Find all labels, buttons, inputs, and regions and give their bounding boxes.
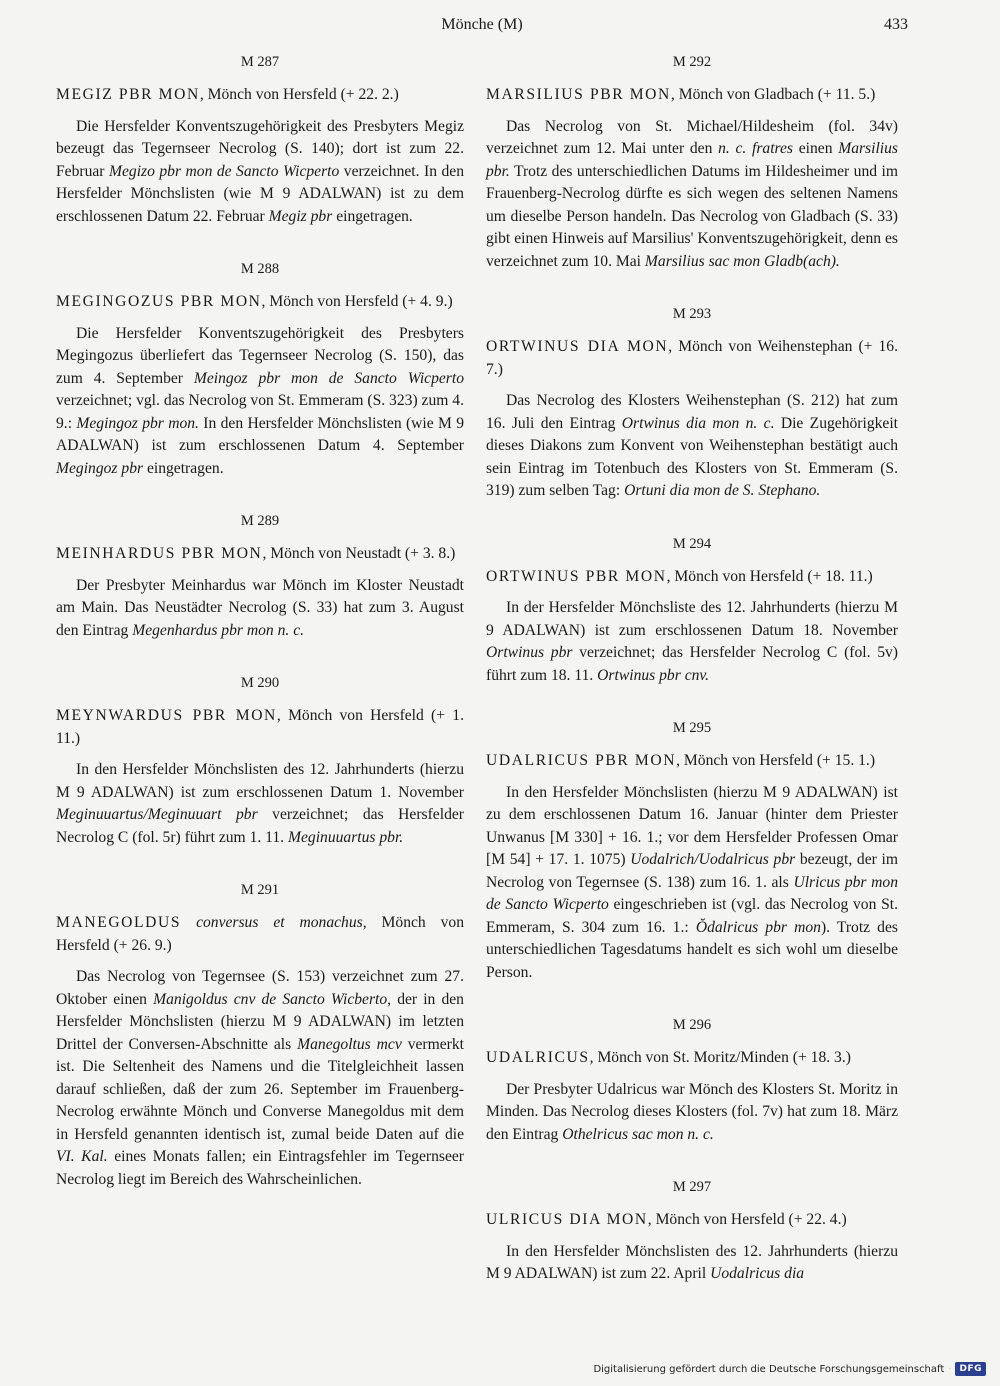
entry-heading xyxy=(486,566,898,589)
text-run: verzeichnet; das Hersfelder Necrolog C (fol. 5v) führt zum 18. 11. xyxy=(486,644,899,684)
entry-name: ORTWINUS PBR MON xyxy=(486,567,667,585)
entry-name: ULRICUS DIA MON xyxy=(486,1211,648,1228)
text-run: In den Hersfelder Mönchslisten (hierzu M 9 ADALWAN) ist zu dem erschlossenen Datum 16. Januar (hinter dem Priester Unwanus [M 330] + 16. 1.; vor dem Hersfelder Professen Omar [M 54] + 17. 1. 1075) xyxy=(486,783,898,868)
entry-number: M 294 xyxy=(672,535,712,552)
footer xyxy=(593,1360,986,1378)
text-run: , Mönch von Gladbach (+ 11. 5.) xyxy=(670,86,876,103)
entry-heading xyxy=(56,291,464,314)
entry-name: MEINHARDUS PBR MON xyxy=(56,545,263,562)
entry-body xyxy=(486,1079,898,1147)
entry xyxy=(486,52,898,273)
entry-body xyxy=(486,116,898,274)
entry-heading xyxy=(56,705,464,750)
page-header xyxy=(56,16,908,40)
text-run: bezeugt, der im Necrolog von Tegernsee (S. 138) zum 16. 1. als xyxy=(486,851,898,891)
text-run: vermerkt ist. Die Seltenheit des Namens und die Titelgleichheit lassen darauf schließen, daß der zum 26. September im Frauenberg-Necrolog erwähnte Mönch und Converse Manegoldus mit dem in Hersfeld genannten identisch ist, zumal beide Daten auf die xyxy=(56,1035,464,1143)
entry xyxy=(56,259,464,480)
text-run: In den Hersfelder Mönchslisten des 12. Jahrhunderts (hierzu M 9 ADALWAN) ist zum 22. April xyxy=(486,1242,898,1282)
right-column xyxy=(486,52,898,1317)
entry-heading xyxy=(56,543,464,566)
text-run: eingetragen. xyxy=(143,459,224,477)
italic-citation: Ulricus pbr mon de Sancto Wicperto xyxy=(486,873,898,913)
footer-credit: Digitalisierung gefördert durch die Deutsche Forschungsgemeinschaft xyxy=(593,1363,945,1375)
entry-body xyxy=(56,116,464,229)
entry-name: UDALRICUS PBR MON xyxy=(486,752,677,769)
italic-citation: Megingoz pbr mon. xyxy=(76,414,199,432)
entry-name: MANEGOLDUS xyxy=(56,914,182,931)
entry-name: UDALRICUS xyxy=(486,1049,590,1066)
text-run: , Mönch von Hersfeld (+ 18. 11.) xyxy=(666,567,873,585)
entry-heading xyxy=(56,84,464,107)
entry xyxy=(486,1015,898,1146)
text-run: In den Hersfelder Mönchslisten des 12. Jahrhunderts (hierzu M 9 ADALWAN) ist zum erschlossenen Datum 1. November xyxy=(56,761,464,801)
footer-separator-icon: · xyxy=(948,1363,952,1375)
text-run: ). Trotz des unterschiedlichen Tagesdatums handelt es sich wohl um dieselbe Person. xyxy=(486,918,898,981)
entry-number: M 287 xyxy=(240,54,280,70)
text-run: Der Presbyter Meinhardus war Mönch im Kloster Neustadt am Main. Das Neustädter Necrolog (S. 33) hat zum 3. August den Eintrag xyxy=(56,576,464,639)
entry xyxy=(56,673,464,849)
entry-number: M 296 xyxy=(672,1017,712,1033)
italic-citation: Ortwinus pbr xyxy=(486,644,573,661)
italic-citation: Meginuuartus/Meginuuart pbr xyxy=(56,806,258,823)
entry-body xyxy=(486,597,898,687)
text-run: Das Necrolog von St. Michael/Hildesheim (fol. 34v) verzeichnet zum 12. Mai unter den xyxy=(486,117,898,157)
entry-name: ORTWINUS DIA MON xyxy=(486,338,669,355)
entry-number: M 293 xyxy=(672,306,712,322)
text-run: Das Necrolog von Tegernsee (S. 153) verzeichnet zum 27. Oktober einen xyxy=(56,968,464,1008)
text-run: verzeichnet; vgl. das Necrolog von St. Emmeram (S. 323) zum 4. 9.: xyxy=(56,392,464,432)
italic-citation: Ŏdalricus pbr mon xyxy=(695,918,821,936)
text-run: eingetragen. xyxy=(332,207,413,225)
text-run: , Mönch von Hersfeld (+ 1. 11.) xyxy=(56,707,464,747)
dfg-logo-icon: DFG xyxy=(955,1362,986,1376)
text-run: Das Necrolog des Klosters Weihenstephan (S. 212) hat zum 16. Juli den Eintrag xyxy=(486,392,898,432)
italic-citation: Megiz pbr xyxy=(268,207,333,225)
italic-citation: Manegoltus mcv xyxy=(297,1035,402,1053)
entry xyxy=(56,52,464,228)
text-run: , Mönch von St. Moritz/Minden (+ 18. 3.) xyxy=(589,1049,851,1066)
italic-citation: Megenhardus pbr mon n. c. xyxy=(132,621,305,639)
text-run: , Mönch von Hersfeld (+ 22. 4.) xyxy=(647,1211,847,1228)
entry-body xyxy=(486,390,898,503)
entry-heading xyxy=(486,84,898,107)
entry-body xyxy=(56,966,464,1191)
text-run: Die Hersfelder Konventszugehörigkeit des Presbyters Megingozus überliefert das Tegernseer Necrolog (S. 150), das zum 4. September xyxy=(56,324,464,387)
text-run: Die Hersfelder Konventszugehörigkeit des Presbyters Megiz bezeugt das Tegernseer Necrolog (S. 140); dort ist zum 22. Februar xyxy=(56,117,464,180)
entry xyxy=(56,511,464,642)
entry-name: MARSILIUS PBR MON xyxy=(486,86,671,103)
text-run: , Mönch von Weihenstephan (+ 16. 7.) xyxy=(486,338,899,378)
entry xyxy=(486,1177,898,1286)
text-run xyxy=(181,914,196,931)
text-run: verzeichnet; das Hersfelder Necrolog C (fol. 5r) führt zum 1. 11. xyxy=(56,806,464,846)
text-run: der in den Hersfelder Mönchslisten (hierzu M 9 ADALWAN) im letzten Drittel der Conversen-Abschnitte als xyxy=(56,990,464,1053)
text-run: Mönch von Hersfeld (+ 26. 9.) xyxy=(56,914,464,954)
italic-citation: Megizo pbr mon de Sancto Wicperto xyxy=(108,162,340,180)
entry-number: M 297 xyxy=(672,1179,712,1195)
entry-number: M 290 xyxy=(240,675,280,691)
entry-name: MEYNWARDUS PBR MON xyxy=(56,707,277,724)
italic-citation: Othelricus sac mon n. c. xyxy=(562,1125,714,1143)
italic-citation: Ortwinus dia mon n. c. xyxy=(621,414,775,432)
entry-number: M 289 xyxy=(240,513,280,529)
entry-name: MEGIZ PBR MON xyxy=(56,86,200,103)
text-run: Die Zugehörigkeit dieses Diakons zum Konvent von Weihenstephan bestätigt auch sein Eintrag im Totenbuch des Klosters von St. Emmeram (S. 319) zum selben Tag: xyxy=(486,414,899,499)
entry-heading xyxy=(486,1047,898,1070)
text-run: , Mönch von Hersfeld (+ 15. 1.) xyxy=(676,752,876,769)
entry xyxy=(486,304,898,503)
italic-citation: Marsilius sac mon Gladb(ach). xyxy=(644,252,840,270)
entry-body xyxy=(56,759,464,849)
entry-heading xyxy=(56,912,464,957)
italic-citation: Manigoldus cnv de Sancto Wicberto, xyxy=(153,990,392,1008)
entry-heading xyxy=(486,750,898,773)
italic-citation: VI. Kal. xyxy=(56,1148,108,1165)
text-run: Trotz des unterschiedlichen Datums im Hildesheimer und im Frauenberg-Necrolog dürfte es sich wegen des seltenen Namens um dieselbe Person handeln. Das Necrolog von Gladbach (S. 33) gibt einen Hinweis auf Marsilius' Konventszugehörigkeit, denn es verzeichnet zum 10. Mai xyxy=(486,162,898,270)
entry xyxy=(486,534,898,688)
text-run: verzeichnet. In den Hersfelder Mönchslisten (wie M 9 ADALWAN) ist zu dem erschlossenen Datum 22. Februar xyxy=(56,162,465,225)
italic-citation: Megingoz pbr xyxy=(56,459,144,477)
entry-body xyxy=(486,782,898,985)
page-number: 433 xyxy=(884,16,908,33)
text-run: , Mönch von Hersfeld (+ 22. 2.) xyxy=(199,86,399,103)
text-run: Der Presbyter Udalricus war Mönch des Klosters St. Moritz in Minden. Das Necrolog dieses Klosters (fol. 7v) hat zum 18. März den Eintrag xyxy=(486,1080,898,1143)
text-run: , Mönch von Hersfeld (+ 4. 9.) xyxy=(261,293,453,310)
entry-heading xyxy=(486,336,898,381)
italic-citation: Meginuuartus pbr. xyxy=(287,828,404,846)
italic-citation: Meingoz pbr mon de Sancto Wicperto xyxy=(193,369,464,387)
entry-body xyxy=(56,323,464,481)
running-head: Mönche (M) xyxy=(441,16,523,33)
italic-citation: n. c. fratres xyxy=(718,140,794,157)
entry-body xyxy=(56,575,464,643)
entry-heading xyxy=(486,1209,898,1232)
entry xyxy=(486,718,898,984)
text-run: eines Monats fallen; ein Eintragsfehler im Tegernseer Necrolog liegt im Bereich des Wahrscheinlichen. xyxy=(56,1148,464,1188)
text-run: einen xyxy=(793,140,839,157)
entry-number: M 288 xyxy=(240,261,280,277)
italic-citation: Uodalricus dia xyxy=(710,1265,805,1282)
italic-citation: conversus et monachus, xyxy=(196,914,367,931)
entry xyxy=(56,880,464,1191)
italic-citation: Ortuni dia mon de S. Stephano. xyxy=(624,482,821,499)
italic-citation: Ortwinus pbr cnv. xyxy=(597,666,710,684)
entry-name: MEGINGOZUS PBR MON xyxy=(56,293,262,310)
text-run: , Mönch von Neustadt (+ 3. 8.) xyxy=(262,545,456,562)
entry-body xyxy=(486,1241,898,1286)
text-run: In den Hersfelder Mönchslisten (wie M 9 ADALWAN) ist zum erschlossenen Datum 4. September xyxy=(56,414,465,454)
entry-number: M 295 xyxy=(672,720,712,736)
italic-citation: Uodalrich/Uodalricus pbr xyxy=(630,851,796,868)
text-run: eingeschrieben ist (vgl. das Necrolog von St. Emmeram, S. 304 zum 16. 1.: xyxy=(486,896,898,936)
entry-number: M 291 xyxy=(240,882,280,898)
entry-number: M 292 xyxy=(672,54,712,70)
italic-citation: Marsilius pbr. xyxy=(486,140,898,180)
text-run: In der Hersfelder Mönchsliste des 12. Jahrhunderts (hierzu M 9 ADALWAN) ist zum erschlossenen Datum 18. November xyxy=(486,599,898,639)
left-column xyxy=(56,52,464,1222)
